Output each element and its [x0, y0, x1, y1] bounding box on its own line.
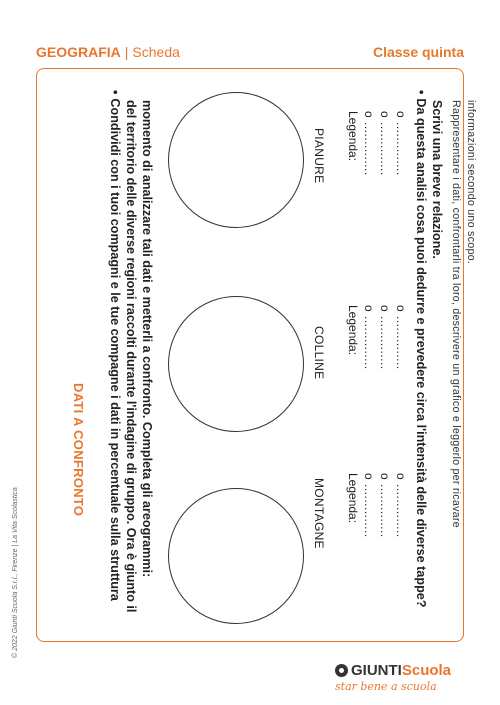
- giunti-logo-icon: [335, 664, 348, 677]
- header-left: [36, 44, 180, 60]
- worksheet-content: [36, 68, 477, 642]
- legend-item-montagne-1[interactable]: o ..............: [362, 473, 376, 538]
- legend-item-pianure-3[interactable]: o ..............: [394, 111, 408, 176]
- header-separator: |: [124, 44, 129, 60]
- instruction-line-3: momento di analizzare tali dati e metterli a confronto. Completa gli areogrammi:: [140, 100, 154, 578]
- question-line-2: Scrivi una breve relazione.: [430, 100, 444, 259]
- legend-item-pianure-2[interactable]: o ..............: [378, 111, 392, 176]
- legend-item-colline-1[interactable]: o ..............: [362, 305, 376, 370]
- chart-label-montagne: MONTAGNE: [312, 478, 326, 549]
- logo-giunti: GIUNTI: [351, 662, 402, 679]
- logo-tagline: star bene a scuola: [335, 680, 437, 693]
- instruction-line-2: del territorio delle diverse regioni raccolti durante l'indagine di gruppo. Ora è giunto il: [124, 100, 138, 613]
- pie-chart-pianure[interactable]: [168, 92, 304, 228]
- publisher-logo: [335, 662, 451, 693]
- copyright-notice: © 2022 Giunti Scuola S.r.l., Firenze | La Vita Scolastica: [12, 487, 19, 658]
- bullet-icon: •: [414, 90, 428, 95]
- legend-item-colline-2[interactable]: o ..............: [378, 305, 392, 370]
- worksheet-title: DATI A CONFRONTO: [71, 383, 86, 517]
- chart-label-colline: COLLINE: [312, 326, 326, 380]
- header-type: Scheda: [132, 44, 180, 60]
- header-grade: Classe quinta: [372, 44, 464, 60]
- objective-line-1: Rappresentare i dati, confrontarli tra loro, descrivere un grafico e leggerlo per ricavare: [450, 100, 462, 528]
- instruction-line-1: •Condividi con i tuoi compagni e le tue compagne i dati in percentuale sulla struttura: [108, 90, 122, 601]
- legend-title-montagne: Legenda:: [346, 473, 360, 524]
- question-line-1: •Da questa analisi cosa puoi dedurre e prevedere circa l'intensità delle diverse tappe?: [414, 90, 428, 608]
- pie-chart-colline[interactable]: [168, 296, 304, 432]
- legend-item-montagne-2[interactable]: o ..............: [378, 473, 392, 538]
- legend-title-colline: Legenda:: [346, 305, 360, 356]
- chart-label-pianure: PIANURE: [312, 128, 326, 184]
- header-subject: GEOGRAFIA: [36, 44, 121, 60]
- objective-line-2: informazioni secondo uno scopo.: [465, 100, 477, 265]
- logo-scuola: Scuola: [401, 662, 452, 679]
- pie-chart-montagne[interactable]: [168, 488, 304, 624]
- legend-item-montagne-3[interactable]: o ..............: [394, 473, 408, 538]
- bullet-icon: •: [108, 90, 122, 95]
- legend-item-pianure-1[interactable]: o ..............: [362, 111, 376, 176]
- legend-title-pianure: Legenda:: [346, 111, 360, 162]
- legend-item-colline-3[interactable]: o ..............: [394, 305, 408, 370]
